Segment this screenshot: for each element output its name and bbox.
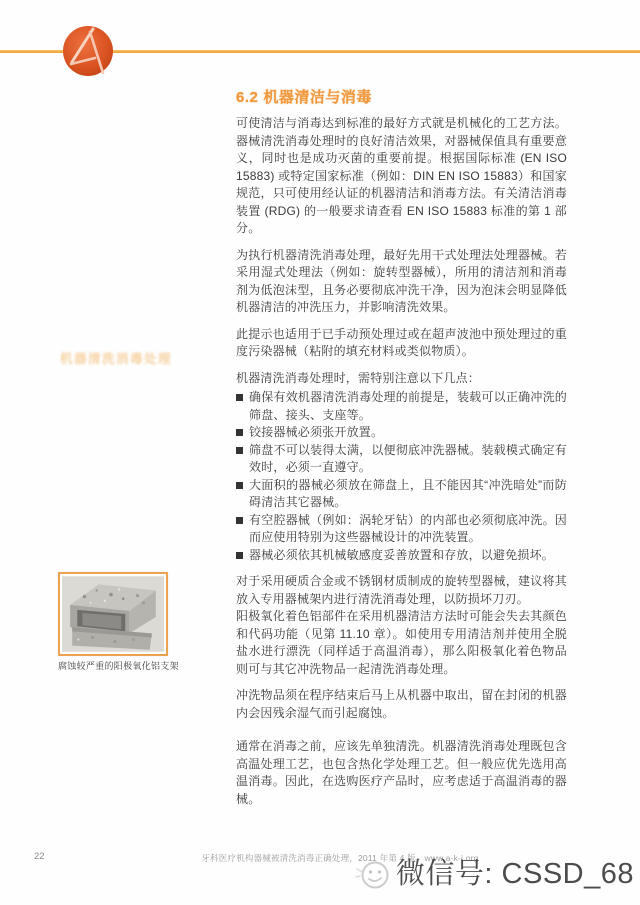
square-bullet-icon: [236, 429, 243, 436]
paragraph-thermal-disinfection: 通常在消毒之前，应该先单独清洗。机器清洗消毒处理既包含高温处理工艺，也包含热化学处理工艺。但一般应优先选用高温消毒。因此，在选购医疗产品时，应考虑适于高温消毒的器械。: [236, 739, 567, 806]
bullet-item: 大面积的器械必须放在筛盘上，且不能因其“冲洗暗处”而防碍清洁其它器械。: [236, 477, 567, 512]
corroded-bracket-figure: [58, 572, 168, 656]
wechat-id-label: 微信号: CSSD_68: [395, 858, 634, 890]
section-number: 6.2: [236, 89, 259, 106]
bullet-item: 有空腔器械（例如：涡轮牙钻）的内部也必须彻底冲洗。因而应使用特别为这些器械设计的冲洗装置。: [236, 512, 567, 547]
paragraph-rotary-instruments: 对于采用硬质合金或不锈钢材质制成的旋转型器械，建议将其放入专用器械架内进行清洗消毒处理，以防损坏刀刃。: [236, 574, 567, 606]
figure-caption: 腐蚀较严重的阳极氧化铝支架: [58, 661, 179, 671]
bullet-list-intro: 机器清洗消毒处理时，需特别注意以下几点：: [236, 370, 481, 385]
paragraph-anodized-aluminium: 阳极氧化着色铝部件在采用机器清洁方法时可能会失去其颜色和代码功能（见第 11.10 章）。如使用专用清洁剂并使用全脱盐水进行漂洗（同样适于高温消毒），那么阳极氧化着色物品则可与其它冲洗物品一起清洗消毒处理。: [236, 609, 567, 676]
page-number: 22: [34, 851, 45, 862]
square-bullet-icon: [236, 517, 243, 524]
paragraph-dry-wet-processing: 为执行机器清洗消毒处理，最好先用干式处理法处理器械。若采用湿式处理法（例如：旋转型器械），所用的清洁剂和消毒剂为低泡沫型，且务必要彻底冲洗干净，因为泡沫会明显降低机器清洁的冲洗压力，并影响清洗效果。: [236, 247, 567, 314]
square-bullet-icon: [236, 482, 243, 489]
margin-note: 机器清洗消毒处理: [60, 352, 173, 366]
bullet-list: [236, 389, 567, 564]
square-bullet-icon: [236, 394, 243, 401]
aki-logo-icon: [62, 25, 114, 77]
bullet-item: 确保有效机器清洗消毒处理的前提是，装载可以正确冲洗的筛盘、接头、支座等。: [236, 389, 567, 424]
footer-edition-line: 牙科医疗机构器械被清洗消毒正确处理，2011 年第 4 版，www.a-k-i.org: [201, 853, 479, 863]
bullet-item: 铰接器械必须张开放置。: [236, 424, 567, 442]
smiley-face-icon: [354, 854, 394, 894]
paragraph-remove-after-program: 冲洗物品须在程序结束后马上从机器中取出，留在封闭的机器内会因残余湿气而引起腐蚀。: [236, 688, 567, 720]
bullet-item: 器械必须依其机械敏感度妥善放置和存放，以避免损坏。: [236, 547, 567, 565]
square-bullet-icon: [236, 552, 243, 559]
corroded-bracket-photo: [62, 576, 164, 652]
square-bullet-icon: [236, 447, 243, 454]
wechat-watermark: [354, 851, 634, 894]
section-heading: [236, 86, 567, 107]
section-title: 机器清洁与消毒: [263, 89, 372, 106]
paragraph-heavy-soiling-note: 此提示也适用于已手动预处理过或在超声波池中预处理过的重度污染器械（粘附的填充材料或类似物质）。: [236, 326, 567, 358]
paragraph-standards: 可使清洁与消毒达到标准的最好方式就是机械化的工艺方法。器械清洗消毒处理时的良好清洁效果，对器械保值具有重要意义，同时也是成功灭菌的重要前提。根据国际标准 (EN ISO 15883) 或特定国家标准（例如：DIN EN ISO 15883）和国家规范，只可使用经认证的机器清洁和消毒方法。有关清洁消毒装置 (RDG) 的一般要求请查看 EN ISO 15883 标准的第 1 部分。: [236, 116, 567, 235]
content-column: [236, 86, 567, 817]
bullet-item: 筛盘不可以装得太满，以便彻底冲洗器械。装载模式确定有效时，必须一直遵守。: [236, 442, 567, 477]
